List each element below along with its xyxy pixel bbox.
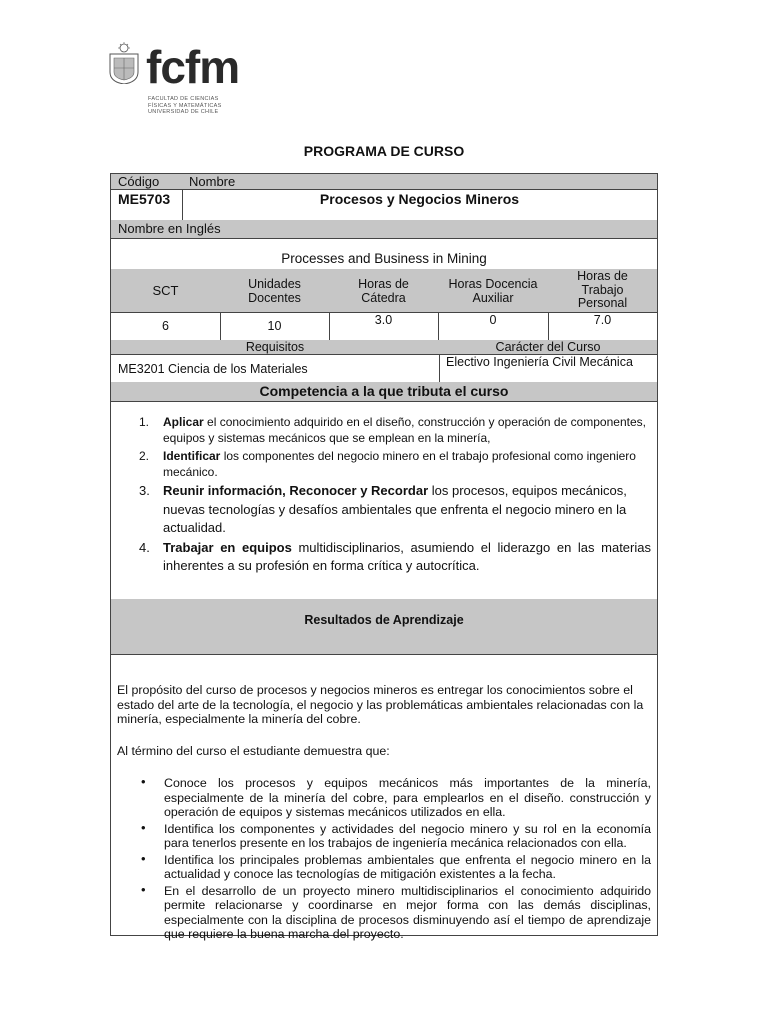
- item-text: Identifica los principales problemas ambientales que enfrenta el negocio minero en la actualidad y conoce las tecnologías de mitigación existentes a la fecha.: [164, 852, 651, 881]
- course-code: ME5703: [110, 189, 183, 221]
- credits-header-unidades: Unidades Docentes: [220, 269, 330, 313]
- university-seal-icon: [108, 42, 140, 84]
- requirements-label: Requisitos: [110, 340, 440, 355]
- character-value: Electivo Ingeniería Civil Mecánica: [439, 354, 658, 383]
- item-number: 2.: [139, 449, 150, 463]
- resultado-item: [139, 776, 651, 820]
- item-text: multidisciplinarios, asumiendo el liderazgo en las materias inherentes a su profesión en forma crítica y autocrítica.: [163, 539, 651, 573]
- english-name: Processes and Business in Mining: [110, 238, 658, 270]
- item-text: el conocimiento adquirido en el diseño, construcción y operación de componentes, equipos y sistemas mecánicos que se emplean en la minería,: [163, 415, 646, 445]
- character-label: Carácter del Curso: [439, 340, 658, 355]
- item-text: los componentes del negocio minero en el trabajo profesional como ingeniero mecánico.: [163, 449, 636, 479]
- credits-value-unidades: 10: [220, 312, 330, 341]
- item-text: los procesos, equipos mecánicos, nuevas tecnologías y desafíos ambientales que enfrenta el negocio minero en la actualidad.: [163, 483, 627, 535]
- item-verb: Trabajar en equipos: [163, 539, 292, 555]
- logo-wordmark: fcfm: [146, 41, 240, 93]
- credits-header-catedra: Horas de Cátedra: [329, 269, 439, 313]
- resultados-title: Resultados de Aprendizaje: [110, 599, 658, 655]
- item-verb: Identificar: [163, 449, 221, 463]
- item-number: 3.: [139, 483, 150, 498]
- fcfm-logo: [108, 41, 240, 118]
- item-text: Conoce los procesos y equipos mecánicos más importantes de la minería, especialmente de la minería del cobre, para emplearlos en el diseño. construcción y operación de equipos y sistemas mecánicos utilizados en ella.: [164, 776, 651, 819]
- bullet-icon: •: [141, 774, 146, 789]
- item-verb: Reunir información, Reconocer y Recordar: [163, 483, 429, 498]
- item-text: Identifica los componentes y actividades del negocio minero y su rol en la economía para tenerlos presente en los trabajos de ingeniería mecánica relacionados con ella.: [164, 821, 651, 850]
- item-number: 4.: [139, 539, 150, 555]
- credits-value-sct: 6: [110, 312, 221, 341]
- credits-header-sct: SCT: [110, 269, 221, 313]
- item-verb: Aplicar: [163, 415, 204, 429]
- course-name: Procesos y Negocios Mineros: [182, 189, 658, 221]
- credits-header-personal: Horas de Trabajo Personal: [548, 269, 658, 313]
- credits-value-catedra: 3.0: [329, 312, 439, 341]
- credits-value-personal: 7.0: [548, 312, 658, 341]
- logo-subtitle: FACULTAD DE CIENCIAS FÍSICAS Y MATEMÁTICAS UNIVERSIDAD DE CHILE: [148, 96, 222, 115]
- item-number: 1.: [139, 415, 150, 429]
- resultados-lead: Al término del curso el estudiante demuestra que:: [117, 744, 390, 758]
- bullet-icon: •: [141, 819, 146, 835]
- credits-header-auxiliar: Horas Docencia Auxiliar: [438, 269, 549, 313]
- resultado-item: [139, 819, 651, 851]
- competencia-item: [139, 539, 651, 576]
- item-text: En el desarrollo de un proyecto minero multidisciplinarios el conocimiento adquirido permite relacionarse y coordinarse en mejor forma con las demás disciplinas, especialmente con la disciplina de procesos disminuyendo así el tiempo de aprendizaje que requiere la buena marcha del proyecto.: [164, 883, 651, 941]
- resultados-intro: El propósito del curso de procesos y negocios mineros es entregar los conocimientos sobre el estado del arte de la tecnología, el negocio y las problemáticas ambientales relacionadas con la minería, especialmente la minería del cobre.: [117, 683, 644, 726]
- competencia-list: [139, 414, 651, 577]
- credits-value-auxiliar: 0: [438, 312, 549, 341]
- english-name-label: Nombre en Inglés: [110, 220, 658, 239]
- competencia-title: Competencia a la que tributa el curso: [110, 382, 658, 402]
- competencia-item: [139, 448, 651, 480]
- bullet-icon: •: [141, 850, 146, 866]
- name-label: Nombre: [182, 173, 658, 190]
- bullet-icon: •: [141, 881, 146, 897]
- code-label: Código: [110, 173, 183, 190]
- document-title: PROGRAMA DE CURSO: [303, 143, 465, 159]
- resultado-item: [139, 881, 651, 942]
- competencia-item: [139, 482, 651, 538]
- competencia-item: [139, 414, 651, 446]
- requirements-value: ME3201 Ciencia de los Materiales: [110, 354, 440, 383]
- resultados-list: [139, 776, 651, 944]
- resultado-item: [139, 850, 651, 882]
